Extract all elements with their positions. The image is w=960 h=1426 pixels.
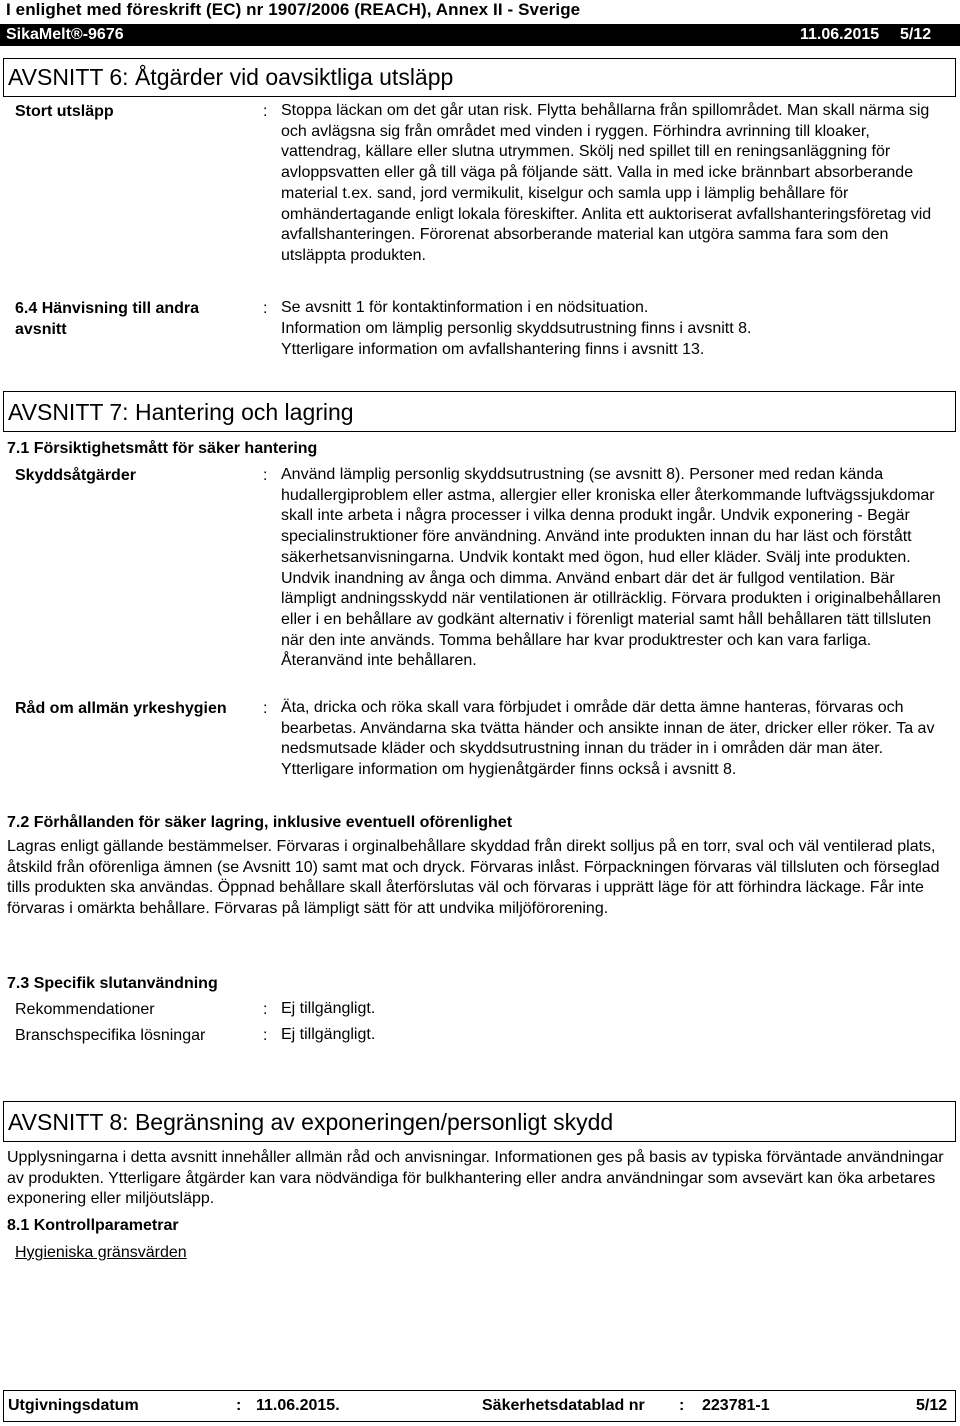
subsection-7-2-heading: 7.2 Förhållanden för säker lagring, inklusive eventuell oförenlighet (7, 814, 513, 831)
sds-number-label: Säkerhetsdatablad nr (482, 1397, 645, 1414)
header-page-number: 5/12 (900, 26, 932, 43)
footer-bar (3, 1390, 956, 1422)
recommendations-value: Ej tillgängligt. (281, 1000, 376, 1017)
issue-date-value: 11.06.2015. (256, 1397, 340, 1414)
hygiene-limits-link[interactable]: Hygieniska gränsvärden (15, 1244, 187, 1261)
industry-solutions-label: Branschspecifika lösningar (15, 1027, 206, 1044)
footer-page-number: 5/12 (916, 1397, 948, 1414)
colon-separator: : (236, 1397, 242, 1414)
issue-date-label: Utgivningsdatum (8, 1397, 139, 1414)
header-bar (0, 24, 960, 46)
reference-line-3: Ytterligare information om avfallshantering finns i avsnitt 13. (281, 341, 705, 358)
colon-separator: : (263, 103, 268, 120)
industry-solutions-value: Ej tillgängligt. (281, 1026, 376, 1043)
subsection-8-1-heading: 8.1 Kontrollparametrar (7, 1217, 179, 1234)
colon-separator: : (263, 1001, 268, 1018)
colon-separator: : (679, 1397, 685, 1414)
subsection-7-3-heading: 7.3 Specifik slutanvändning (7, 975, 218, 992)
product-name: SikaMelt®-9676 (6, 26, 124, 43)
reference-line-1: Se avsnitt 1 för kontaktinformation i en nödsituation. (281, 299, 649, 316)
large-spill-label: Stort utsläpp (15, 103, 114, 120)
colon-separator: : (263, 700, 268, 717)
large-spill-text: Stoppa läckan om det går utan risk. Flytta behållarna från spillområdet. Man skall närma sig och avlägsna sig från området med vinden i ryggen. Förhindra avrinning till kloaker, vattendrag, källare eller slutna utrymmen. Skölj ned spillet till en reningsanläggning för avloppsvatten eller gå till väga på följande sätt. Valla in med icke brännbart absorberande material t.ex. sand, jord vermikulit, kiselgur och samla upp i lämplig behållare för omhändertagande enligt lokala föreskifter. Anlita ett auktoriserat avfallshanteringsföretag vid avfallshanteringen. Förorenat absorberande material kan utgöra samma fara som den utsläppta produkten. (281, 102, 932, 264)
document-regulation-title: I enlighet med föreskrift (EC) nr 1907/2006 (REACH), Annex II - Sverige (6, 0, 581, 19)
section-7-title: AVSNITT 7: Hantering och lagring (3, 391, 956, 432)
protective-measures-text: Använd lämplig personlig skyddsutrustning (se avsnitt 8). Personer med redan kända hudallergiproblem eller astma, allergier eller kroniska eller återkommande luftvägssjukdomar skall inte arbeta i några processer i vilka denna produkt ingår. Undvik exponering - Begär specialinstruktioner före användning. Använd inte produkten innan du har läst och förstått säkerhetsanvisningarna. Undvik kontakt med ögon, hud eller kläder. Svälj inte produkten. Undvik inandning av ånga och dimma. Använd enbart där det är fullgod ventilation. Bär lämpligt andningsskydd när ventilationen är otillräcklig. Förvara produkten i originalbehållaren eller i en behållare av godkänt alternativ i förenligt material samt håll behållaren tätt tillsluten när den inte används. Tomma behållare har kvar produktrester och kan vara farliga. Återanvänd inte behållaren. (281, 466, 941, 670)
section-8-title: AVSNITT 8: Begränsning av exponeringen/personligt skydd (3, 1101, 956, 1142)
colon-separator: : (263, 467, 268, 484)
reference-label: 6.4 Hänvisning till andra avsnitt (15, 300, 200, 338)
subsection-7-1-heading: 7.1 Försiktighetsmått för säker hantering (7, 440, 318, 457)
section-6-title: AVSNITT 6: Åtgärder vid oavsiktliga utsläpp (3, 58, 956, 97)
section-8-intro-text: Upplysningarna i detta avsnitt innehåller allmän råd och anvisningar. Informationen ges på basis av typiska förväntade användningar av produkten. Ytterligare åtgärder kan vara nödvändiga för bulkhantering eller andra användningar som avsevärt kan öka arbetares exponering eller miljöutsläpp. (7, 1149, 944, 1208)
protective-measures-label: Skyddsåtgärder (15, 467, 136, 484)
header-date: 11.06.2015 (800, 26, 880, 43)
occupational-hygiene-label: Råd om allmän yrkeshygien (15, 700, 227, 717)
storage-conditions-text: Lagras enligt gällande bestämmelser. Förvaras i orginalbehållare skyddad från direkt solljus på en torr, sval och väl ventilerad plats, åtskild från oförenliga ämnen (se Avsnitt 10) samt mat och dryck. Förvaras inlåst. Förpackningen förvaras väl tillsluten och förseglad tills produkten ska användas. Öppnad behållare skall återförslutas väl och förvaras i upprätt läge för att förhindra läckage. Får inte förvaras i omärkta behållare. Förvaras på lämpligt sätt för att undvika miljöförorening. (7, 838, 940, 918)
occupational-hygiene-text: Äta, dricka och röka skall vara förbjudet i område där detta ämne hanteras, förvaras och bearbetas. Användarna ska tvätta händer och ansikte innan de äter, dricker eller röker. Ta av nedsmutsade kläder och skyddsutrustning innan du träder in i områden där man äter. Ytterligare information om hygienåtgärder finns också i avsnitt 8. (281, 699, 935, 779)
reference-line-2: Information om lämplig personlig skyddsutrustning finns i avsnitt 8. (281, 320, 752, 337)
recommendations-label: Rekommendationer (15, 1001, 155, 1018)
colon-separator: : (263, 300, 268, 317)
sds-number-value: 223781-1 (702, 1397, 770, 1414)
colon-separator: : (263, 1027, 268, 1044)
